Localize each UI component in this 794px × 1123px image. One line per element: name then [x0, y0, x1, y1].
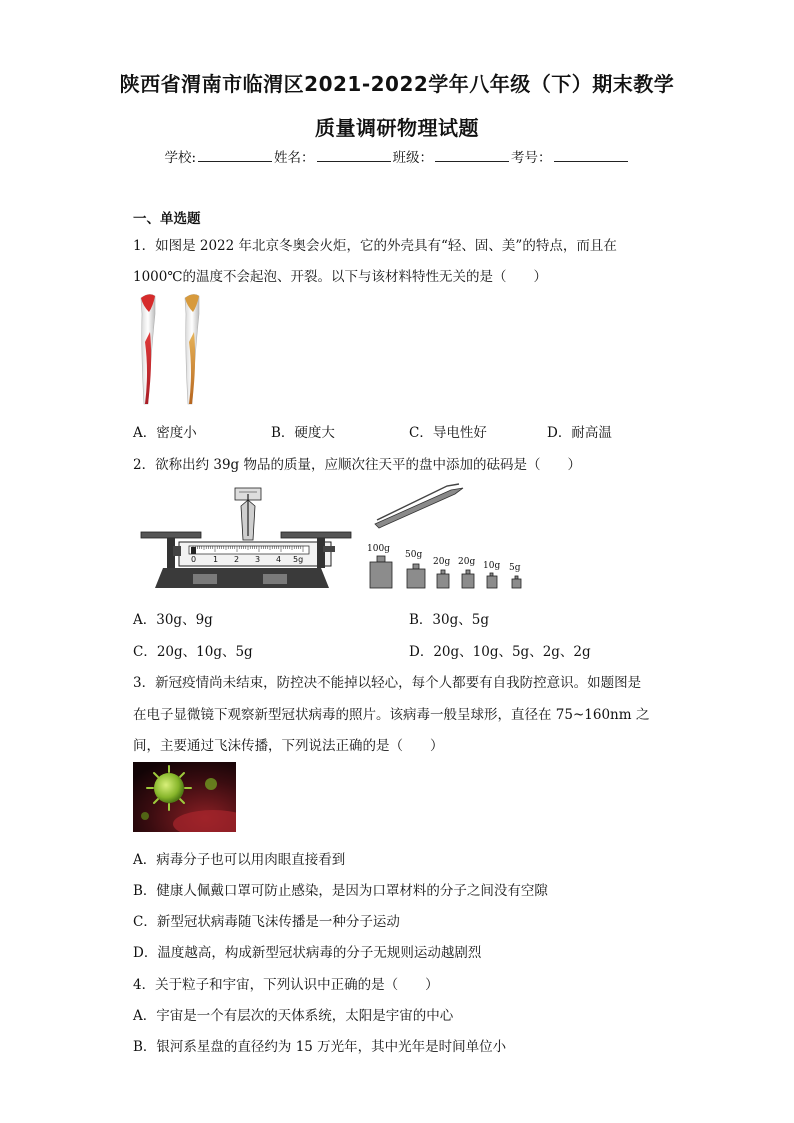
virus-photo: [133, 762, 236, 832]
ruler-label-3: 3: [255, 555, 261, 564]
section-title: 一、单选题: [133, 211, 201, 227]
q3-option-d[interactable]: D．温度越高，构成新型冠状病毒的分子无规则运动越剧烈: [133, 945, 482, 961]
q3-stem-line-1: 3．新冠疫情尚未结束，防控决不能掉以轻心，每个人都要有自我防控意识。如题图是: [133, 675, 642, 691]
q1-stem-line-1: 1．如图是 2022 年北京冬奥会火炬，它的外壳具有“轻、固、美”的特点，而且在: [133, 238, 617, 254]
weight-label-100g: 100g: [367, 544, 390, 554]
weight-label-20g-a: 20g: [433, 557, 451, 567]
q3-option-c[interactable]: C．新型冠状病毒随飞沫传播是一种分子运动: [133, 914, 400, 930]
q4-option-a[interactable]: A．宇宙是一个有层次的天体系统，太阳是宇宙的中心: [133, 1008, 454, 1024]
q1-option-b[interactable]: B．硬度大: [271, 425, 335, 441]
ruler-label-0: 0: [191, 555, 197, 564]
ruler-label-4: 4: [276, 555, 282, 564]
q2-option-d[interactable]: D．20g、10g、5g、2g、2g: [409, 644, 591, 660]
torch-image: [133, 292, 213, 410]
weight-10g[interactable]: [487, 576, 497, 588]
ruler-label-5: 5g: [293, 555, 304, 564]
name-label: 姓名：: [274, 150, 315, 166]
weight-20g-a-knob[interactable]: [441, 570, 445, 574]
weight-100g-knob[interactable]: [377, 556, 385, 562]
q3-option-a[interactable]: A．病毒分子也可以用肉眼直接看到: [133, 852, 346, 868]
weight-label-50g: 50g: [405, 550, 423, 560]
weight-label-10g: 10g: [483, 561, 501, 571]
weight-50g-knob[interactable]: [413, 564, 419, 569]
weight-10g-knob[interactable]: [490, 573, 493, 576]
class-label: 班级：: [392, 150, 434, 166]
weight-label-20g-b: 20g: [458, 557, 476, 567]
name-blank[interactable]: [317, 149, 391, 162]
q2-option-c[interactable]: C．20g、10g、5g: [133, 644, 253, 660]
weight-50g[interactable]: [407, 569, 425, 588]
ruler-label-1: 1: [213, 555, 219, 564]
q1-option-c[interactable]: C．导电性好: [409, 425, 487, 441]
q1-option-d[interactable]: D．耐高温: [547, 425, 612, 441]
q2-stem: 2．欲称出约 39g 物品的质量，应顺次往天平的盘中添加的砝码是（ ）: [133, 457, 581, 473]
weight-5g[interactable]: [512, 579, 521, 588]
q2-option-b[interactable]: B．30g、5g: [409, 612, 489, 628]
weight-20g-a[interactable]: [437, 574, 449, 588]
school-label: 学校:: [164, 150, 197, 166]
page-title: 陕西省渭南市临渭区2021-2022学年八年级（下）期末教学: [119, 72, 675, 96]
weight-100g[interactable]: [370, 562, 392, 588]
q3-stem-line-3: 间，主要通过飞沫传播，下列说法正确的是（ ）: [133, 738, 444, 754]
q4-stem: 4．关于粒子和宇宙，下列认识中正确的是（ ）: [133, 977, 439, 993]
ruler-label-2: 2: [234, 555, 240, 564]
student-info: [0, 146, 794, 166]
q1-stem-line-2: 1000℃的温度不会起泡、开裂。以下与该材料特性无关的是（ ）: [133, 269, 547, 285]
q1-option-a[interactable]: A．密度小: [133, 425, 197, 441]
class-blank[interactable]: [435, 149, 509, 162]
weight-5g-knob[interactable]: [515, 576, 518, 579]
balance-figure: [133, 480, 533, 595]
q3-stem-line-2: 在电子显微镜下观察新型冠状病毒的照片。该病毒一般呈球形，直径在 75~160nm 之: [133, 707, 650, 723]
q2-option-a[interactable]: A．30g、9g: [133, 612, 213, 628]
weight-label-5g: 5g: [509, 563, 521, 573]
number-label: 考号：: [511, 150, 552, 166]
school-blank[interactable]: [198, 149, 272, 162]
weight-20g-b[interactable]: [462, 574, 474, 588]
page-subtitle: 质量调研物理试题: [315, 116, 479, 140]
q4-option-b[interactable]: B．银河系星盘的直径约为 15 万光年，其中光年是时间单位小: [133, 1039, 507, 1055]
number-blank[interactable]: [554, 149, 628, 162]
q3-option-b[interactable]: B．健康人佩戴口罩可防止感染，是因为口罩材料的分子之间没有空隙: [133, 883, 548, 899]
weight-20g-b-knob[interactable]: [466, 570, 470, 574]
